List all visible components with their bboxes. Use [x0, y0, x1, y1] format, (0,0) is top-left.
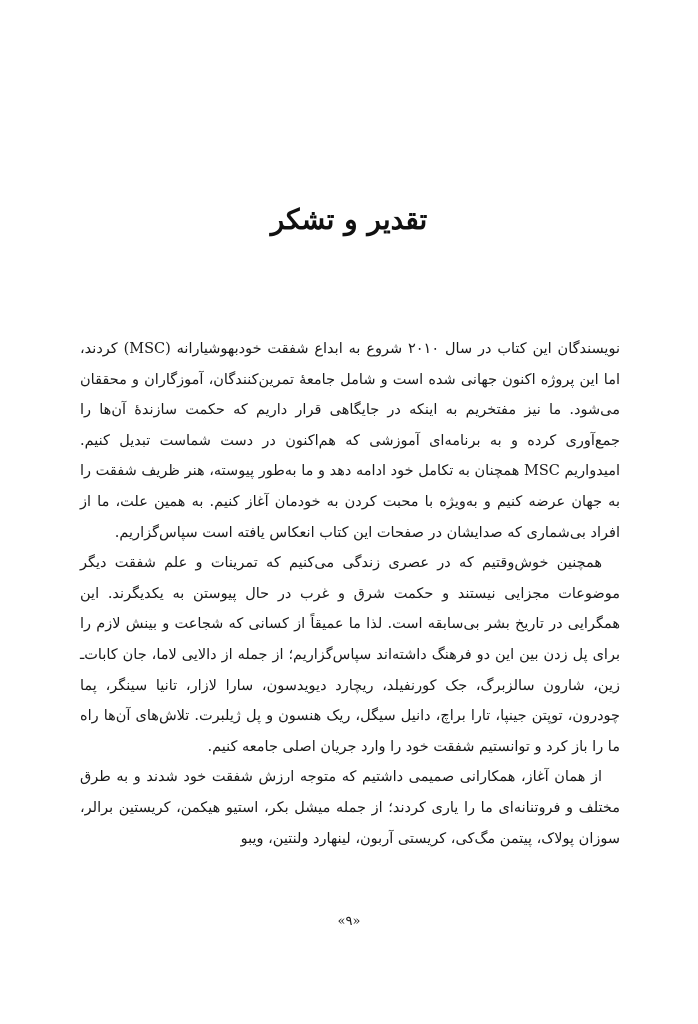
- page-title: تقدیر و تشکر: [270, 203, 428, 236]
- body-text: [80, 334, 620, 854]
- paragraph-2: همچنین خوش‌وقتیم که در عصری زندگی می‌کنیم که تمرینات و علم شفقت دیگر موضوعات مجزایی نیستند و حکمت شرق و غرب در حال پیوستن به یکدیگرند. این همگرایی در تاریخ بشر بی‌سابقه است. لذا ما عمیقاً از کسانی که شجاعت و بینش لازم را برای پل زدن بین این دو فرهنگ داشته‌اند سپاس‌گزاریم؛ از جمله از دالایی لاما، جان کابات‌ـ زین، شارون سالزبرگ، جک کورنفیلد، ریچارد دیویدسون، سارا لازار، تانیا سینگر، پما چودرون، توپتن جینپا، تارا براچ، دانیل سیگل، ریک هنسون و پل ژیلبرت. تلاش‌های آن‌ها راه ما را باز کرد و توانستیم شفقت خود را وارد جریان اصلی جامعه کنیم.: [80, 555, 620, 755]
- page-number: «۹»: [337, 914, 361, 929]
- paragraph-1: نویسندگان این کتاب در سال ۲۰۱۰ شروع به ابداع شفقت خودبهوشیارانه (MSC) کردند، اما این پروژه اکنون جهانی شده است و شامل جامعهٔ تمرین‌کنندگان، آموزگاران و محققان می‌شود. ما نیز مفتخریم به اینکه در جایگاهی قرار داریم که حکمت سازندهٔ آن‌ها را جمع‌آوری کرده و به برنامه‌ای آموزشی که هم‌اکنون در دست شماست تبدیل کنیم. امیدواریم MSC همچنان به تکامل خود ادامه دهد و ما به‌طور پیوسته، هنر ظریف شفقت را به جهان عرضه کنیم و به‌ویژه با محبت کردن به خودمان آغاز کنیم. به همین علت، ما از افراد بی‌شماری که صدایشان در صفحات این کتاب انعکاس یافته است سپاس‌گزاریم.: [80, 341, 620, 541]
- paragraph-3: از همان آغاز، همکارانی صمیمی داشتیم که متوجه ارزش شفقت خود شدند و به طرق مختلف و فروتنانه‌ای ما را یاری کردند؛ از جمله میشل بکر، استیو هیکمن، کریستین برالر، سوزان پولاک، پیتمن مگ‌کی، کریستی آربون، لینهارد ولنتین، ویبو: [80, 769, 620, 847]
